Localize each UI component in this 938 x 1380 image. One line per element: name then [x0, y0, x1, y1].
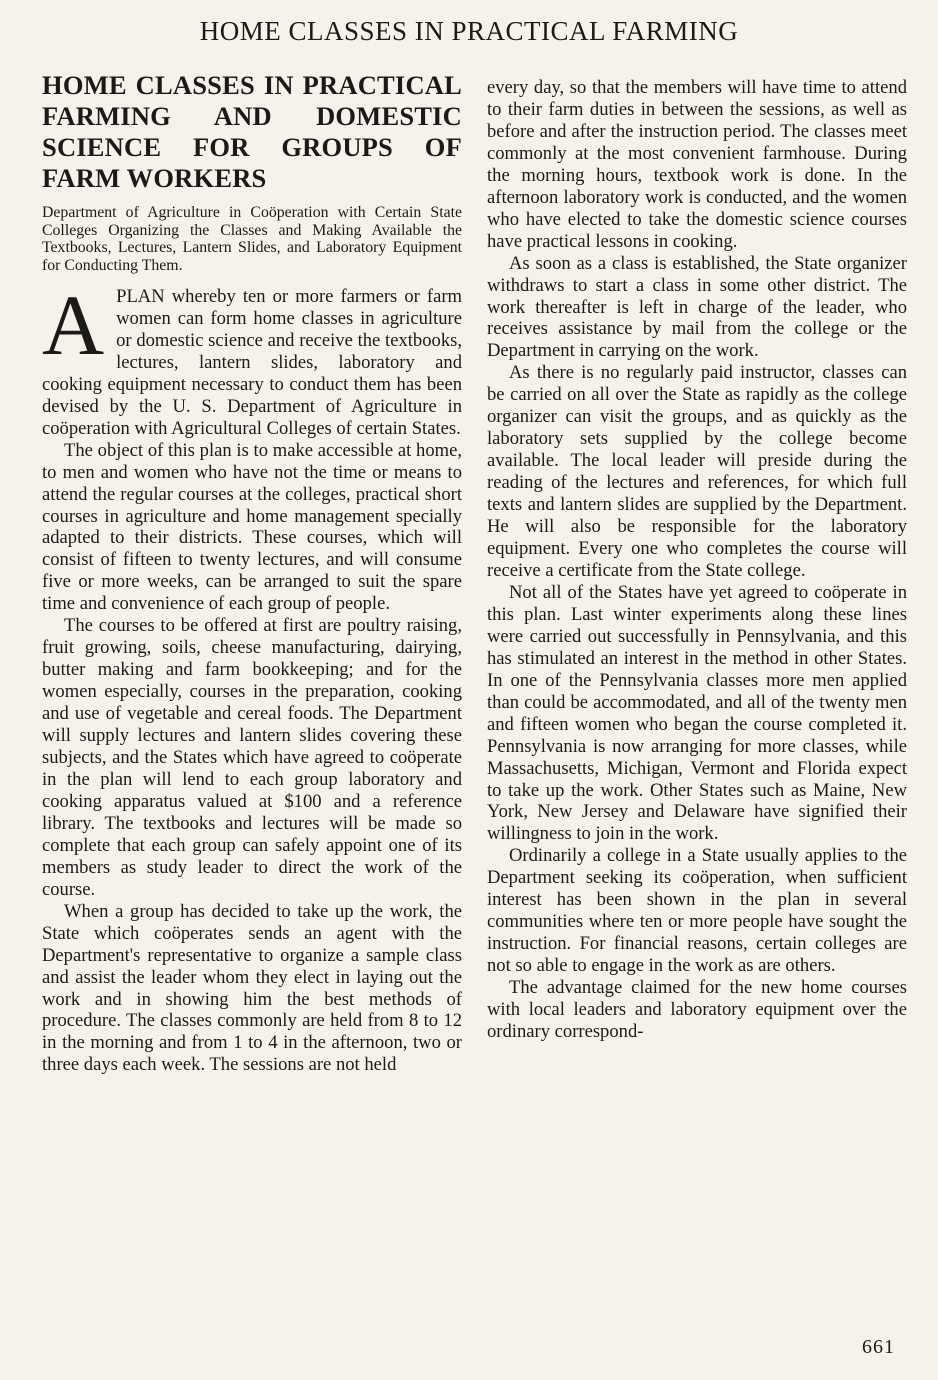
drop-cap: A — [42, 277, 105, 373]
left-column — [42, 70, 462, 1076]
lead-paragraph-text: PLAN whereby ten or more farmers or farm women can form home classes in agriculture or domestic science and receive the textbooks, lectures, lantern slides, laboratory and cooking equipment necessary to conduct them has been devised by the U. S. Department of Agriculture in coöperation with Agricultural Colleges of certain States. — [42, 286, 462, 439]
right-column — [487, 77, 907, 1043]
paragraph-group-start: When a group has decided to take up the work, the State which coöperates sends an agent with the Department's representative to organize a sample class and assist the leader whom they elect in laying out the work and in showing him the best methods of procedure. The classes commonly are held from 8 to 12 in the morning and from 1 to 4 in the afternoon, two or three days each week. The sessions are not held — [42, 900, 462, 1076]
article-deck: Department of Agriculture in Coöperation with Certain State Colleges Organizing the Classes and Making Available the Textbooks, Lectures, Lantern Slides, and Laboratory Equipment for Conducting Them. — [42, 204, 462, 274]
paragraph-colleges: Ordinarily a college in a State usually applies to the Department seeking its coöperation, when sufficient interest has been shown in the plan in several communities where ten or more people have sought the instruction. For financial reasons, certain colleges are not so able to engage in the work as are others. — [487, 845, 907, 977]
article-headline: HOME CLASSES IN PRACTICAL FARMING AND DOMESTIC SCIENCE FOR GROUPS OF FARM WORKERS — [42, 70, 462, 193]
paragraph-advantage: The advantage claimed for the new home courses with local leaders and laboratory equipment over the ordinary correspond- — [487, 977, 907, 1042]
paragraph-group-continued: every day, so that the members will have time to attend to their farm duties in between the sessions, as well as before and after the instruction period. The classes meet commonly at the most convenient farmhouse. During the morning hours, textbook work is done. In the afternoon laboratory work is conducted, and the women who have elected to take the domestic science courses have practical lessons in cooking. — [487, 77, 907, 252]
paragraph-object: The object of this plan is to make accessible at home, to men and women who have not the time or means to attend the regular courses at the colleges, practical short courses in agriculture and home management specially adapted to their districts. These courses, which will consist of fifteen to twenty lectures, and will consume five or more weeks, can be arranged to suit the spare time and convenience of each group of people. — [42, 439, 462, 615]
page-number: 661 — [862, 1336, 895, 1358]
paragraph-organizer: As soon as a class is established, the State organizer withdraws to start a class in some other district. The work thereafter is left in charge of the leader, who receives assistance by mail from the college or the Department in carrying on the work. — [487, 252, 907, 362]
lead-paragraph — [42, 277, 462, 440]
paragraph-states: Not all of the States have yet agreed to coöperate in this plan. Last winter experiments along these lines were carried out successfully in Pennsylvania, and this has stimulated an interest in the method in other States. In one of the Pennsylvania classes more men applied than could be accommodated, and all of the twenty men and fifteen women who began the course completed it. Pennsylvania is now arranging for more classes, while Massachusetts, Michigan, Vermont and Florida expect to take up the work. Other States such as Maine, New York, New Jersey and Delaware have signified their willingness to join in the work. — [487, 581, 907, 845]
paragraph-courses: The courses to be offered at first are poultry raising, fruit growing, soils, cheese manufacturing, dairying, butter making and farm bookkeeping; and for the women especially, courses in the preparation, cooking and use of vegetable and cereal foods. The Department will supply lectures and lantern slides covering these subjects, and the States which have agreed to coöperate in the plan will lend to each group laboratory and cooking apparatus valued at $100 and a reference library. The textbooks and lectures will be made so complete that each group can safely appoint one of its members as study leader to direct the work of the course. — [42, 615, 462, 900]
running-head: HOME CLASSES IN PRACTICAL FARMING — [199, 16, 739, 46]
paragraph-instructor: As there is no regularly paid instructor, classes can be carried on all over the State as rapidly as the college organizer can visit the groups, and as quickly as the laboratory sets supplied by the college become available. The local leader will preside during the reading of the lectures and references, for which full texts and lantern slides are supplied by the Department. He will also be responsible for the laboratory equipment. Every one who completes the course will receive a certificate from the State college. — [487, 362, 907, 581]
